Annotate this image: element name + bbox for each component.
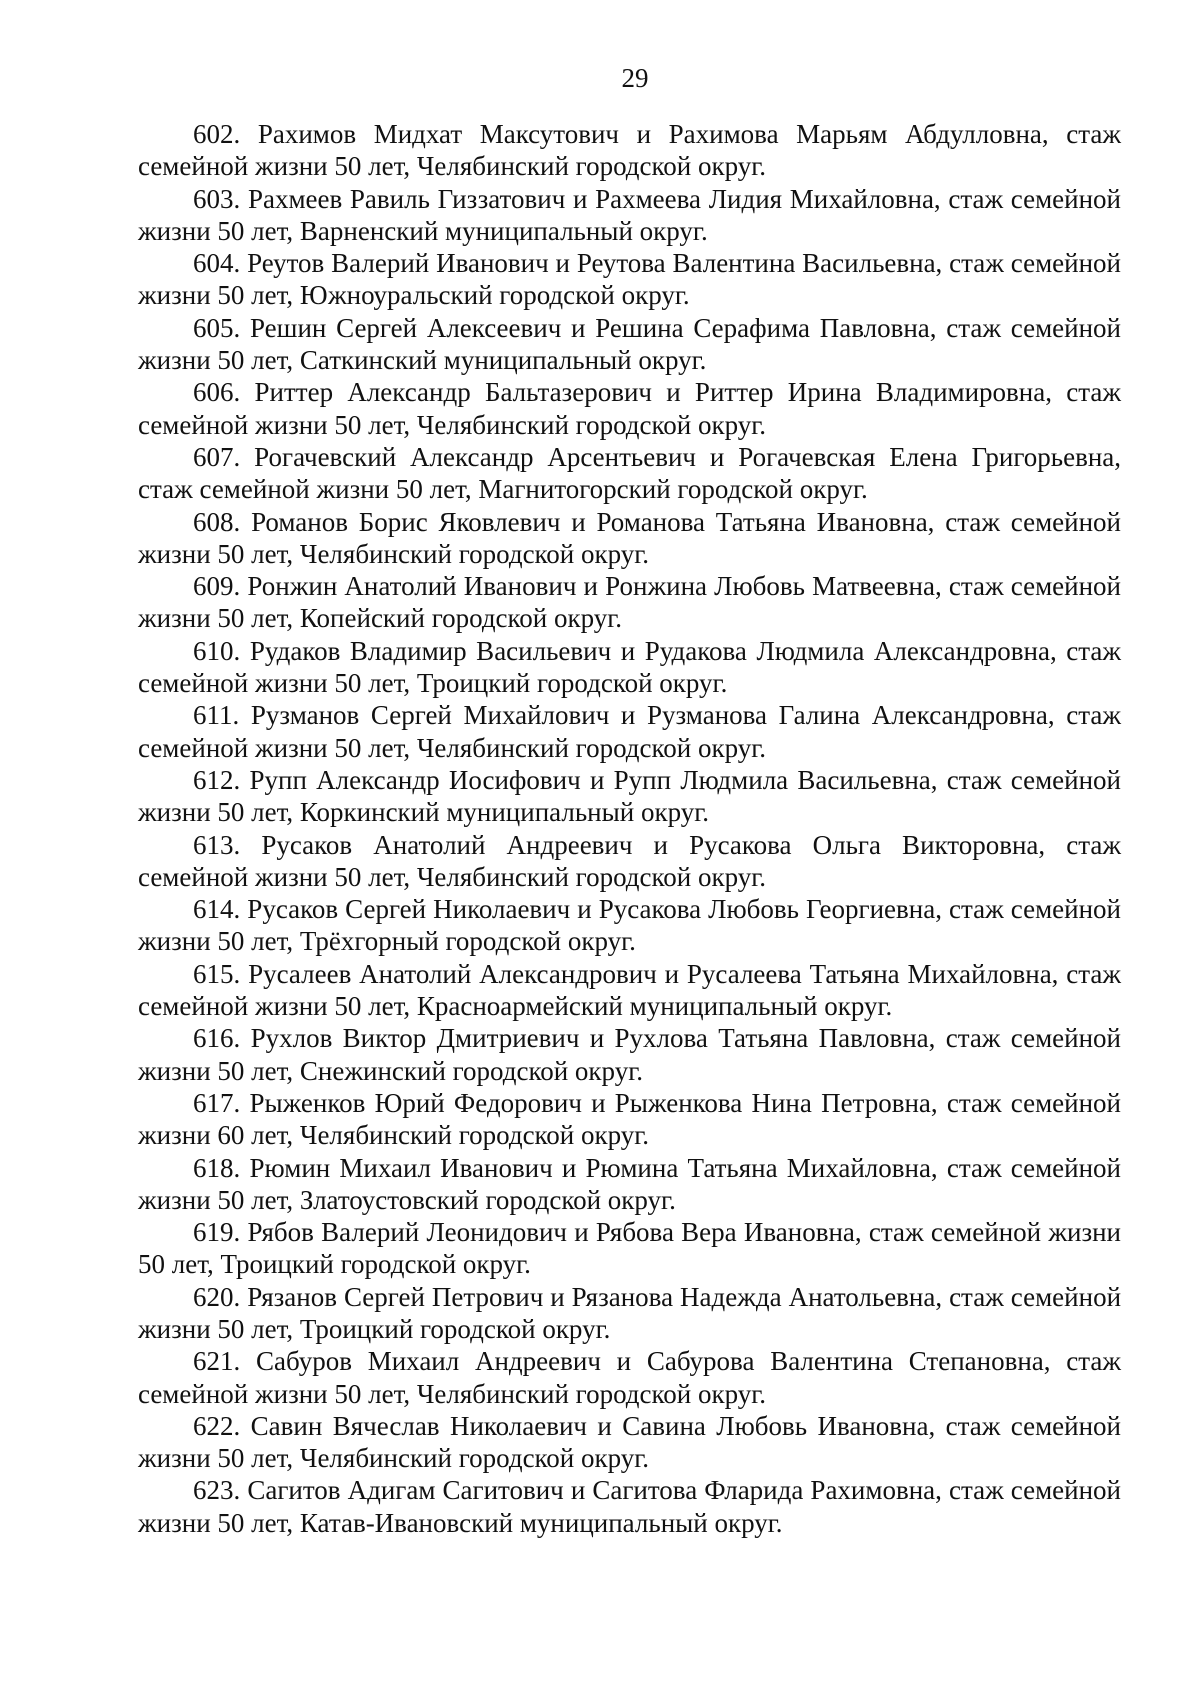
item-text: Рязанов Сергей Петрович и Рязанова Надежда Анатольевна, стаж семейной жизни 50 лет, Троицкий городской округ.: [138, 1281, 1122, 1344]
list-item: [138, 1281, 1121, 1346]
item-text: Романов Борис Яковлевич и Романова Татьяна Ивановна, стаж семейной жизни 50 лет, Челябинский городской округ.: [138, 506, 1122, 569]
list-item: [138, 1410, 1121, 1475]
item-number: 604.: [193, 248, 241, 279]
item-number: 605.: [193, 312, 241, 343]
item-text: Рябов Валерий Леонидович и Рябова Вера Ивановна, стаж семейной жизни 50 лет, Троицкий городской округ.: [138, 1217, 1122, 1280]
item-text: Рогачевский Александр Арсентьевич и Рогачевская Елена Григорьевна, стаж семейной жизни 50 лет, Магнитогорский городской округ.: [138, 441, 1122, 505]
item-number: 612.: [193, 764, 241, 795]
list-item: [138, 376, 1121, 441]
item-number: 615.: [193, 958, 241, 989]
item-text: Реутов Валерий Иванович и Реутова Валентина Васильевна, стаж семейной жизни 50 лет, Южноуральский городской округ.: [138, 248, 1121, 311]
item-number: 613.: [193, 829, 241, 860]
item-number: 618.: [193, 1152, 241, 1183]
item-text: Рахимов Мидхат Максутович и Рахимова Марьям Абдулловна, стаж семейной жизни 50 лет, Челябинский городской округ.: [138, 119, 1121, 182]
item-text: Савин Вячеслав Николаевич и Савина Любовь Ивановна, стаж семейной жизни 50 лет, Челябинский городской округ.: [138, 1410, 1121, 1474]
item-number: 621.: [193, 1346, 241, 1377]
award-list: [138, 118, 1121, 1539]
item-text: Рупп Александр Иосифович и Рупп Людмила Васильевна, стаж семейной жизни 50 лет, Коркинский муниципальный округ.: [138, 764, 1122, 828]
list-item: [138, 1474, 1121, 1539]
list-item: [138, 699, 1121, 764]
page-number: 29: [621, 63, 649, 93]
item-number: 623.: [193, 1475, 241, 1506]
list-item: [138, 312, 1121, 377]
item-number: 617.: [193, 1087, 241, 1118]
list-item: [138, 441, 1121, 506]
item-text: Сабуров Михаил Андреевич и Сабурова Валентина Степановна, стаж семейной жизни 50 лет, Челябинский городской округ.: [138, 1346, 1122, 1409]
item-text: Рыженков Юрий Федорович и Рыженкова Нина Петровна, стаж семейной жизни 60 лет, Челябинский городской округ.: [138, 1087, 1122, 1151]
item-text: Ронжин Анатолий Иванович и Ронжина Любовь Матвеевна, стаж семейной жизни 50 лет, Копейский городской округ.: [138, 571, 1122, 634]
item-number: 602.: [193, 119, 241, 149]
list-item: [138, 1087, 1121, 1152]
item-number: 616.: [193, 1023, 241, 1054]
item-text: Русаков Анатолий Андреевич и Русакова Ольга Викторовна, стаж семейной жизни 50 лет, Челябинский городской округ.: [138, 829, 1121, 892]
item-number: 619.: [193, 1217, 241, 1248]
list-item: [138, 183, 1121, 248]
item-number: 614.: [193, 894, 241, 925]
item-text: Русалеев Анатолий Александрович и Русалеева Татьяна Михайловна, стаж семейной жизни 50 лет, Красноармейский муниципальный округ.: [138, 958, 1121, 1022]
list-item: [138, 829, 1121, 894]
item-number: 611.: [193, 700, 240, 731]
list-item: [138, 764, 1121, 829]
item-text: Рухлов Виктор Дмитриевич и Рухлова Татьяна Павловна, стаж семейной жизни 50 лет, Снежинский городской округ.: [138, 1023, 1122, 1086]
item-number: 603.: [193, 183, 241, 214]
item-text: Решин Сергей Алексеевич и Решина Серафима Павловна, стаж семейной жизни 50 лет, Саткинский муниципальный округ.: [138, 312, 1121, 376]
item-text: Рахмеев Равиль Гиззатович и Рахмеева Лидия Михайловна, стаж семейной жизни 50 лет, Варненский муниципальный округ.: [138, 183, 1122, 246]
list-item: [138, 1022, 1121, 1087]
item-number: 622.: [193, 1410, 241, 1441]
list-item: [138, 893, 1121, 958]
list-item: [138, 1152, 1121, 1217]
list-item: [138, 118, 1121, 183]
item-text: Рюмин Михаил Иванович и Рюмина Татьяна Михайловна, стаж семейной жизни 50 лет, Златоустовский городской округ.: [138, 1152, 1122, 1215]
item-text: Русаков Сергей Николаевич и Русакова Любовь Георгиевна, стаж семейной жизни 50 лет, Трёхгорный городской округ.: [138, 894, 1122, 957]
list-item: [138, 1345, 1121, 1410]
item-number: 607.: [193, 441, 241, 472]
item-number: 609.: [193, 571, 241, 602]
list-item: [138, 635, 1121, 700]
item-text: Риттер Александр Бальтазерович и Риттер Ирина Владимировна, стаж семейной жизни 50 лет, Челябинский городской округ.: [138, 377, 1121, 440]
item-text: Рузманов Сергей Михайлович и Рузманова Галина Александровна, стаж семейной жизни 50 лет, Челябинский городской округ.: [138, 700, 1122, 763]
list-item: [138, 506, 1121, 571]
list-item: [138, 247, 1121, 312]
list-item: [138, 1216, 1121, 1281]
list-item: [138, 570, 1121, 635]
item-text: Рудаков Владимир Васильевич и Рудакова Людмила Александровна, стаж семейной жизни 50 лет, Троицкий городской округ.: [138, 635, 1122, 699]
item-number: 610.: [193, 635, 241, 666]
item-number: 606.: [193, 377, 241, 408]
list-item: [138, 958, 1121, 1023]
item-text: Сагитов Адигам Сагитович и Сагитова Фларида Рахимовна, стаж семейной жизни 50 лет, Катав-Ивановский муниципальный округ.: [138, 1475, 1122, 1538]
item-number: 608.: [193, 506, 241, 537]
item-number: 620.: [193, 1281, 241, 1312]
